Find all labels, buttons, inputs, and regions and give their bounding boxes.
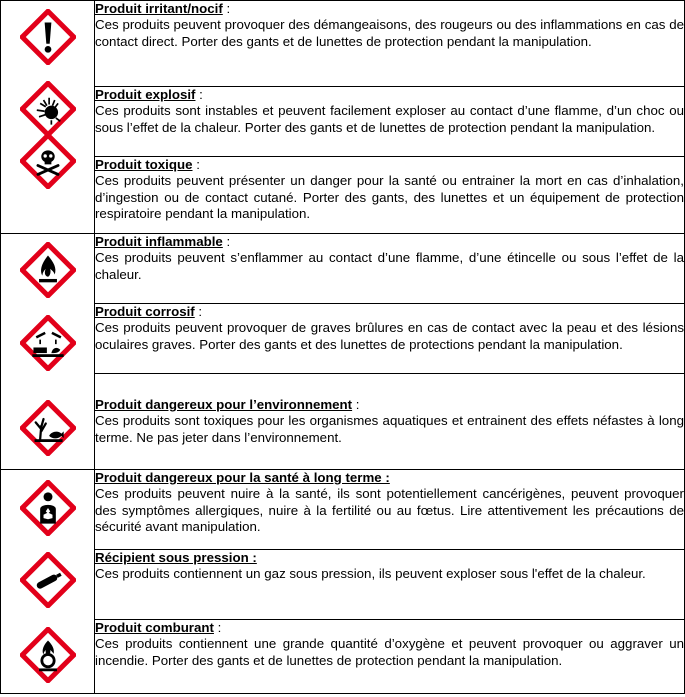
hazard-entry-environment [95,374,685,470]
skull-crossbones-icon [20,133,76,189]
hazard-title: Produit toxique [95,157,193,172]
exploding-bomb-icon [20,81,76,137]
hazard-entry-toxic [95,157,685,234]
hazard-title: Récipient sous pression : [95,550,257,565]
hazard-title: Produit irritant/nocif [95,1,223,16]
hazard-title-suffix: : [222,234,231,249]
hazard-title: Produit explosif [95,87,196,102]
table-row [1,470,685,550]
hazard-description: Ces produits sont instables et peuvent facilement exploser au contact d’une flamme, d’un choc ou sous l’effet de la chaleur. Porter des gants et de lunettes de protection pendant la manipulation. [95,103,684,135]
hazard-entry-pressure [95,550,685,620]
table-row [1,550,685,620]
hazard-description: Ces produits peuvent provoquer des démangeaisons, des rougeurs ou des inflammations en cas de contact direct. Porter des gants et de lunettes de protection pendant la manipulation. [95,17,684,49]
hazard-entry-explosive [95,87,685,157]
table-row [1,1,685,87]
hazard-title-suffix: : [192,157,200,172]
hazard-title-suffix: : [194,304,203,319]
flame-over-circle-icon [20,627,76,683]
corrosion-icon [20,315,76,371]
hazard-description: Ces produits peuvent nuire à la santé, ils sont potentiellement cancérigènes, peuvent provoquer des symptômes allergiques, nuire à la fertilité ou au fœtus. Lire attentivement les précautions de sécurité avant manipulation. [95,486,684,534]
icon-cell-group-3 [1,470,95,694]
table-row [1,157,685,234]
gas-cylinder-icon [20,552,76,608]
hazard-title: Produit inflammable [95,234,223,249]
table-row [1,374,685,470]
flame-icon [20,242,76,298]
hazard-description: Ces produits sont toxiques pour les organismes aquatiques et entrainent des effets néfastes à long terme. Ne pas jeter dans l’environnement. [95,413,684,445]
hazard-title: Produit dangereux pour l’environnement [95,397,353,413]
hazard-title-suffix: : [352,397,360,413]
hazard-title-suffix: : [213,620,222,635]
environment-icon [20,400,76,456]
table-row [1,87,685,157]
exclamation-mark-icon [20,9,76,65]
hazard-title-suffix: : [195,87,203,102]
hazard-entry-long-term-health [95,470,685,550]
hazard-description: Ces produits contiennent une grande quantité d’oxygène et peuvent provoquer ou aggraver un incendie. Porter des gants et de lunettes de protection pendant la manipulation. [95,636,684,668]
hazard-title-suffix: : [222,1,231,16]
hazard-entry-flammable [95,234,685,304]
hazard-title: Produit dangereux pour la santé à long terme : [95,470,390,485]
icon-cell-group-1 [1,1,95,234]
health-hazard-icon [20,480,76,536]
table-row [1,620,685,694]
hazard-entry-corrosive [95,304,685,374]
hazard-description: Ces produits peuvent provoquer de graves brûlures en cas de contact avec la peau et des lésions oculaires graves. Porter des gants et des lunettes de protections pendant la manipulation. [95,320,684,352]
hazard-entry-irritant [95,1,685,87]
hazard-description: Ces produits peuvent présenter un danger pour la santé ou entrainer la mort en cas d’inhalation, d’ingestion ou de contact cutané. Porter des gants, des lunettes et un équipement de protection respiratoire pendant la manipulation. [95,173,684,221]
hazard-title: Produit corrosif [95,304,195,319]
hazard-entry-oxidizing [95,620,685,694]
icon-cell-group-2 [1,234,95,470]
hazard-description: Ces produits peuvent s’enflammer au contact d’une flamme, d’une étincelle ou sous l’effet de la chaleur. [95,250,684,282]
hazard-description: Ces produits contiennent un gaz sous pression, ils peuvent exploser sous l'effet de la chaleur. [95,566,646,582]
hazard-title: Produit comburant [95,620,214,635]
table-row [1,234,685,304]
table-row [1,304,685,374]
